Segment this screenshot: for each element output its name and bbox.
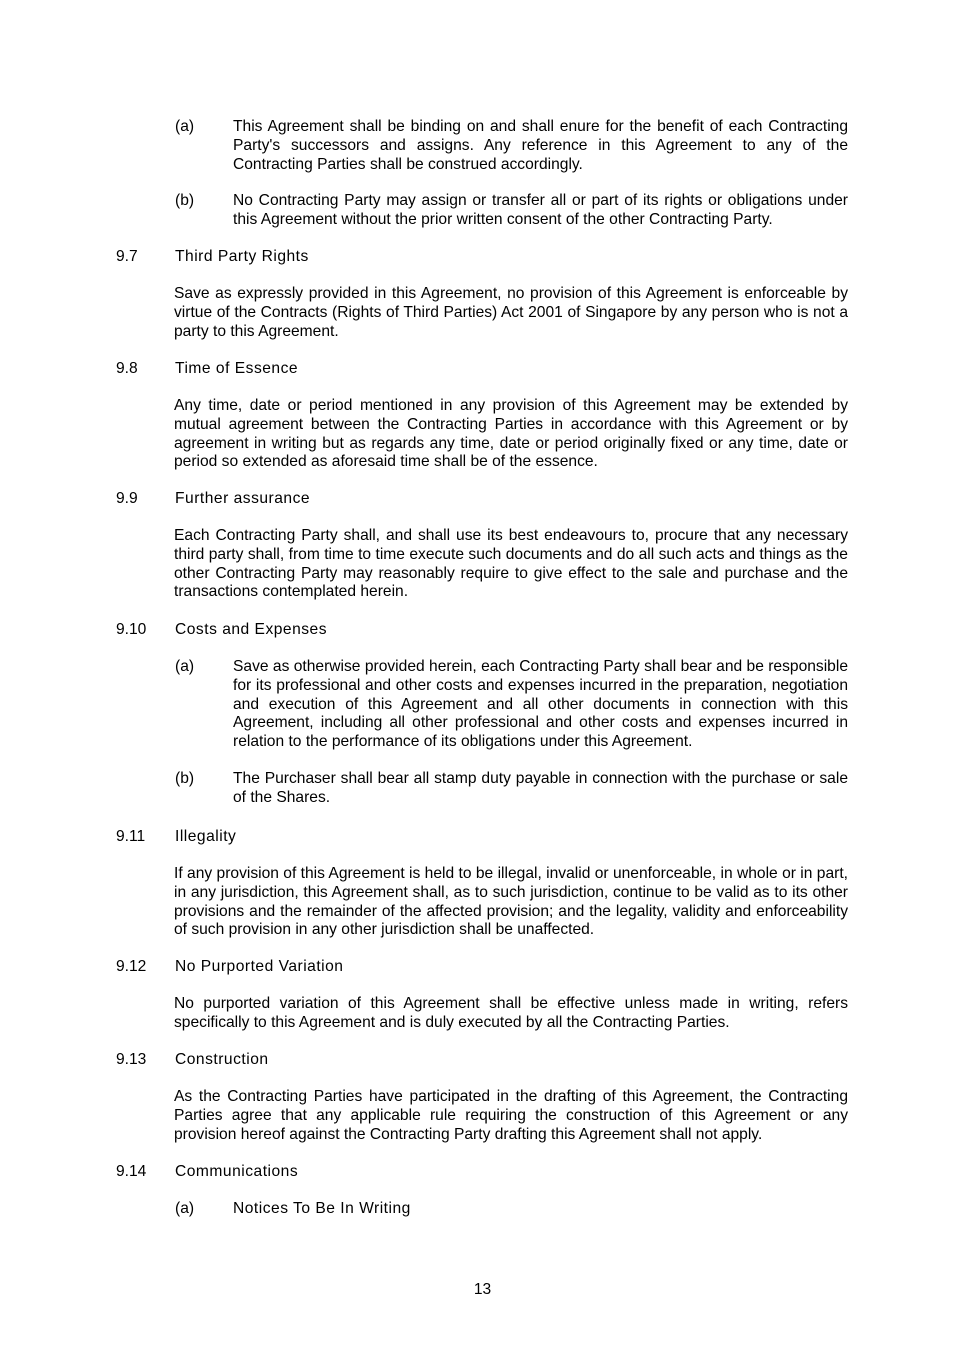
page-number: 13 xyxy=(473,1281,492,1298)
item-text: Save as otherwise provided herein, each Contracting Party shall bear and be responsible for its professional and other costs and expenses incurred in the preparation, negotiation and execution of this Agreement and all other documents in connection with this Agreement, including all other professional and other costs and expenses incurred in relation to the performance of its obligations under this Agreement. xyxy=(233,658,848,751)
section-heading: Illegality xyxy=(175,828,237,845)
section-heading: Costs and Expenses xyxy=(175,621,328,638)
item-text: This Agreement shall be binding on and shall enure for the benefit of each Contracting Party's successors and assigns. Any reference in this Agreement to any of the Contracting Parties shall be construed accordingly. xyxy=(233,118,848,173)
section-body: No purported variation of this Agreement shall be effective unless made in writing, refers specifically to this Agreement and is duly executed by all the Contracting Parties. xyxy=(174,995,848,1031)
section-heading: Communications xyxy=(175,1163,299,1180)
item-text: No Contracting Party may assign or transfer all or part of its rights or obligations under this Agreement without the prior written consent of the other Contracting Party. xyxy=(233,192,848,228)
section-number: 9.9 xyxy=(116,490,138,507)
item-label: (a) xyxy=(175,658,195,675)
section-body: If any provision of this Agreement is held to be illegal, invalid or unenforceable, in whole or in part, in any jurisdiction, this Agreement shall, as to such jurisdiction, continue to be valid as to its other provisions and the remainder of the affected provision; and the legality, validity and enforceability of such provision in any other jurisdiction shall be unaffected. xyxy=(174,865,848,939)
item-text: The Purchaser shall bear all stamp duty payable in connection with the purchase or sale of the Shares. xyxy=(233,770,848,806)
section-heading: Construction xyxy=(175,1051,269,1068)
section-body: Each Contracting Party shall, and shall use its best endeavours to, procure that any necessary third party shall, from time to time execute such documents and do all such acts and things as the other Contracting Party may reasonably require to give effect to the sale and purchase and the transactions contemplated herein. xyxy=(174,527,848,601)
section-body: As the Contracting Parties have participated in the drafting of this Agreement, the Contracting Parties agree that any applicable rule requiring the construction of this Agreement or any provision hereof against the Contracting Party drafting this Agreement shall not apply. xyxy=(174,1088,848,1143)
section-number: 9.12 xyxy=(116,958,147,975)
section-number: 9.7 xyxy=(116,248,138,265)
item-label: (b) xyxy=(175,192,195,209)
section-number: 9.10 xyxy=(116,621,147,638)
item-label: (a) xyxy=(175,1200,195,1217)
section-heading: Third Party Rights xyxy=(175,248,309,265)
section-heading: No Purported Variation xyxy=(175,958,344,975)
section-number: 9.8 xyxy=(116,360,138,377)
section-heading: Time of Essence xyxy=(175,360,299,377)
section-number: 9.14 xyxy=(116,1163,147,1180)
section-body: Any time, date or period mentioned in any provision of this Agreement may be extended by mutual agreement between the Contracting Parties in accordance with this Agreement or by agreement in writing but as regards any time, date or period originally fixed or any time, date or period so extended as aforesaid time shall be of the essence. xyxy=(174,397,848,471)
item-label: (a) xyxy=(175,118,195,135)
section-number: 9.11 xyxy=(116,828,146,845)
sub-heading: Notices To Be In Writing xyxy=(233,1200,411,1217)
section-body: Save as expressly provided in this Agreement, no provision of this Agreement is enforceable by virtue of the Contracts (Rights of Third Parties) Act 2001 of Singapore by any person who is not a party to this Agreement. xyxy=(174,285,848,340)
item-label: (b) xyxy=(175,770,195,787)
section-heading: Further assurance xyxy=(175,490,311,507)
section-number: 9.13 xyxy=(116,1051,147,1068)
